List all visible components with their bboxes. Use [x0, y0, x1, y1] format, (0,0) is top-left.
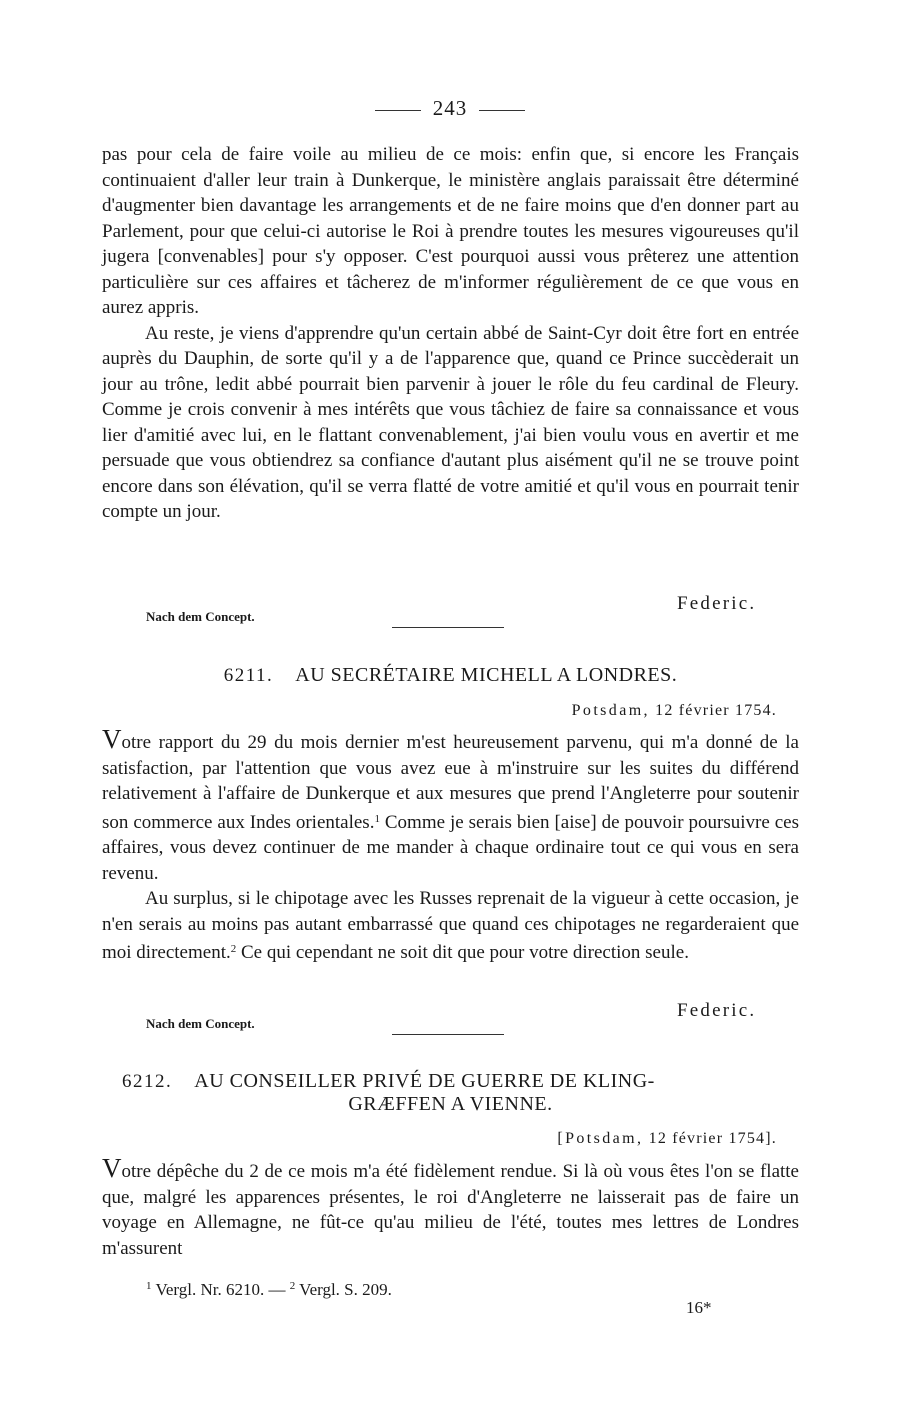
drop-cap: V — [102, 724, 122, 754]
dateline-place: [Potsdam, — [557, 1130, 644, 1147]
page-header — [0, 96, 900, 121]
paragraph-text: otre dépêche du 2 de ce mois m'a été fidèlement rendue. Si là où vous êtes l'on se flatte que, malgré les apparences présentes, le roi d'Angleterre ne laisserait pas de faire un voyage en Allemagne, ne fût-ce qu'au milieu de l'été, toutes mes lettres de Londres m'assurent — [102, 1161, 799, 1259]
paragraph: Au reste, je viens d'apprendre qu'un certain abbé de Saint-Cyr doit être fort en entrée auprès du Dauphin, de sorte qu'il y a de l'apparence que, quand ce Prince succèderait un jour au trône, ledit abbé pourrait bien parvenir à jouer le rôle du feu cardinal de Fleury. Comme je crois convenir à mes intérêts que vous tâchiez de faire sa connaissance et vous lier d'amitié avec lui, en le flattant convenablement, j'ai bien voulu vous en avertir et me persuade que vous obtiendrez sa confiance d'autant plus aisément qu'il ne se trouve point encore dans son élévation, qu'il se verra flatté de votre amitié et qu'il vous en pourrait tenir compte un jour. — [102, 322, 799, 522]
page-number: 243 — [432, 96, 468, 120]
header-rule-right — [479, 110, 525, 111]
header-rule-left — [375, 110, 421, 111]
paragraph: pas pour cela de faire voile au milieu de ce mois: enfin que, si encore les Français continuaient d'aller leur train à Dunkerque, le ministère anglais paraissait être déterminé d'augmenter bien davantage les arrangements et de ne faire moins que d'en donner part au Parlement, pour que celui-ci autorise le Roi à prendre toutes les mesures vigoureuses qu'il jugera [convenables] pour s'y opposer. C'est pourquoi aussi vous prêterez une attention particulière sur ces affaires et tâcherez de m'informer régulièrement de ce que vous en aurez appris. — [102, 144, 799, 318]
dateline — [557, 1130, 777, 1148]
signature: Federic. — [677, 593, 757, 614]
dateline-date: 12 février 1754. — [655, 702, 777, 719]
paragraph — [102, 724, 799, 886]
printer-signature-mark: 16* — [686, 1298, 712, 1317]
letter-number: 6212. — [122, 1071, 173, 1092]
dateline-date: 12 février 1754]. — [648, 1130, 777, 1147]
footnote-text: Vergl. Nr. 6210. — — [155, 1280, 286, 1299]
letter-body — [102, 1153, 799, 1261]
paragraph — [102, 1153, 799, 1261]
footnote-marker: 2 — [289, 1280, 296, 1292]
paragraph-text: otre rapport du 29 du mois dernier m'est heureusement parvenu, qui m'a donné de la satisfaction, par l'attention que vous avez eue à m'instruire sur les suites du différend relativement à l'affaire de Dunkerque et aux mesures que prend l'Angleterre pour soutenir son commerce aux Indes orientales. — [102, 732, 799, 833]
footnotes — [146, 1280, 392, 1300]
source-note: Nach dem Concept. — [146, 1016, 255, 1031]
dateline — [572, 702, 777, 720]
letter-heading — [102, 664, 799, 687]
paragraph-text: Ce qui cependant ne soit dit que pour votre direction seule. — [236, 942, 689, 963]
footnote-marker: 1 — [146, 1280, 152, 1292]
paragraph — [102, 886, 799, 966]
section-separator — [392, 627, 504, 628]
signature: Federic. — [677, 1000, 757, 1021]
dateline-place: Potsdam, — [571, 702, 650, 719]
letter-title-continued: GRÆFFEN A VIENNE. — [348, 1093, 553, 1115]
letter-number: 6211. — [223, 665, 274, 686]
footnote-text: Vergl. S. 209. — [299, 1280, 392, 1299]
letter-heading — [102, 1070, 799, 1116]
footnote-ref: 1 — [374, 812, 380, 825]
paragraph-text: Au surplus, si le chipotage avec les Russes reprenait de la vigueur à cette occasion, je n'en serais au moins pas autant embarrassé que quand ces chipotages ne regarderaient que moi directement. — [102, 888, 799, 963]
section-separator — [392, 1034, 504, 1035]
letter-body — [102, 724, 799, 966]
continued-letter-body — [102, 142, 799, 525]
footnote-ref: 2 — [230, 943, 237, 955]
letter-title: AU CONSEILLER PRIVÉ DE GUERRE DE KLING- — [194, 1070, 655, 1092]
letter-title: AU SECRÉTAIRE MICHELL A LONDRES. — [295, 664, 678, 686]
drop-cap: V — [102, 1153, 122, 1183]
source-note: Nach dem Concept. — [146, 609, 255, 624]
paragraph-text: Comme je serais bien [aise] de pouvoir poursuivre ces affaires, vous devez continuer de me mander à chaque ordinaire tout ce qui vous en sera revenu. — [102, 811, 799, 884]
